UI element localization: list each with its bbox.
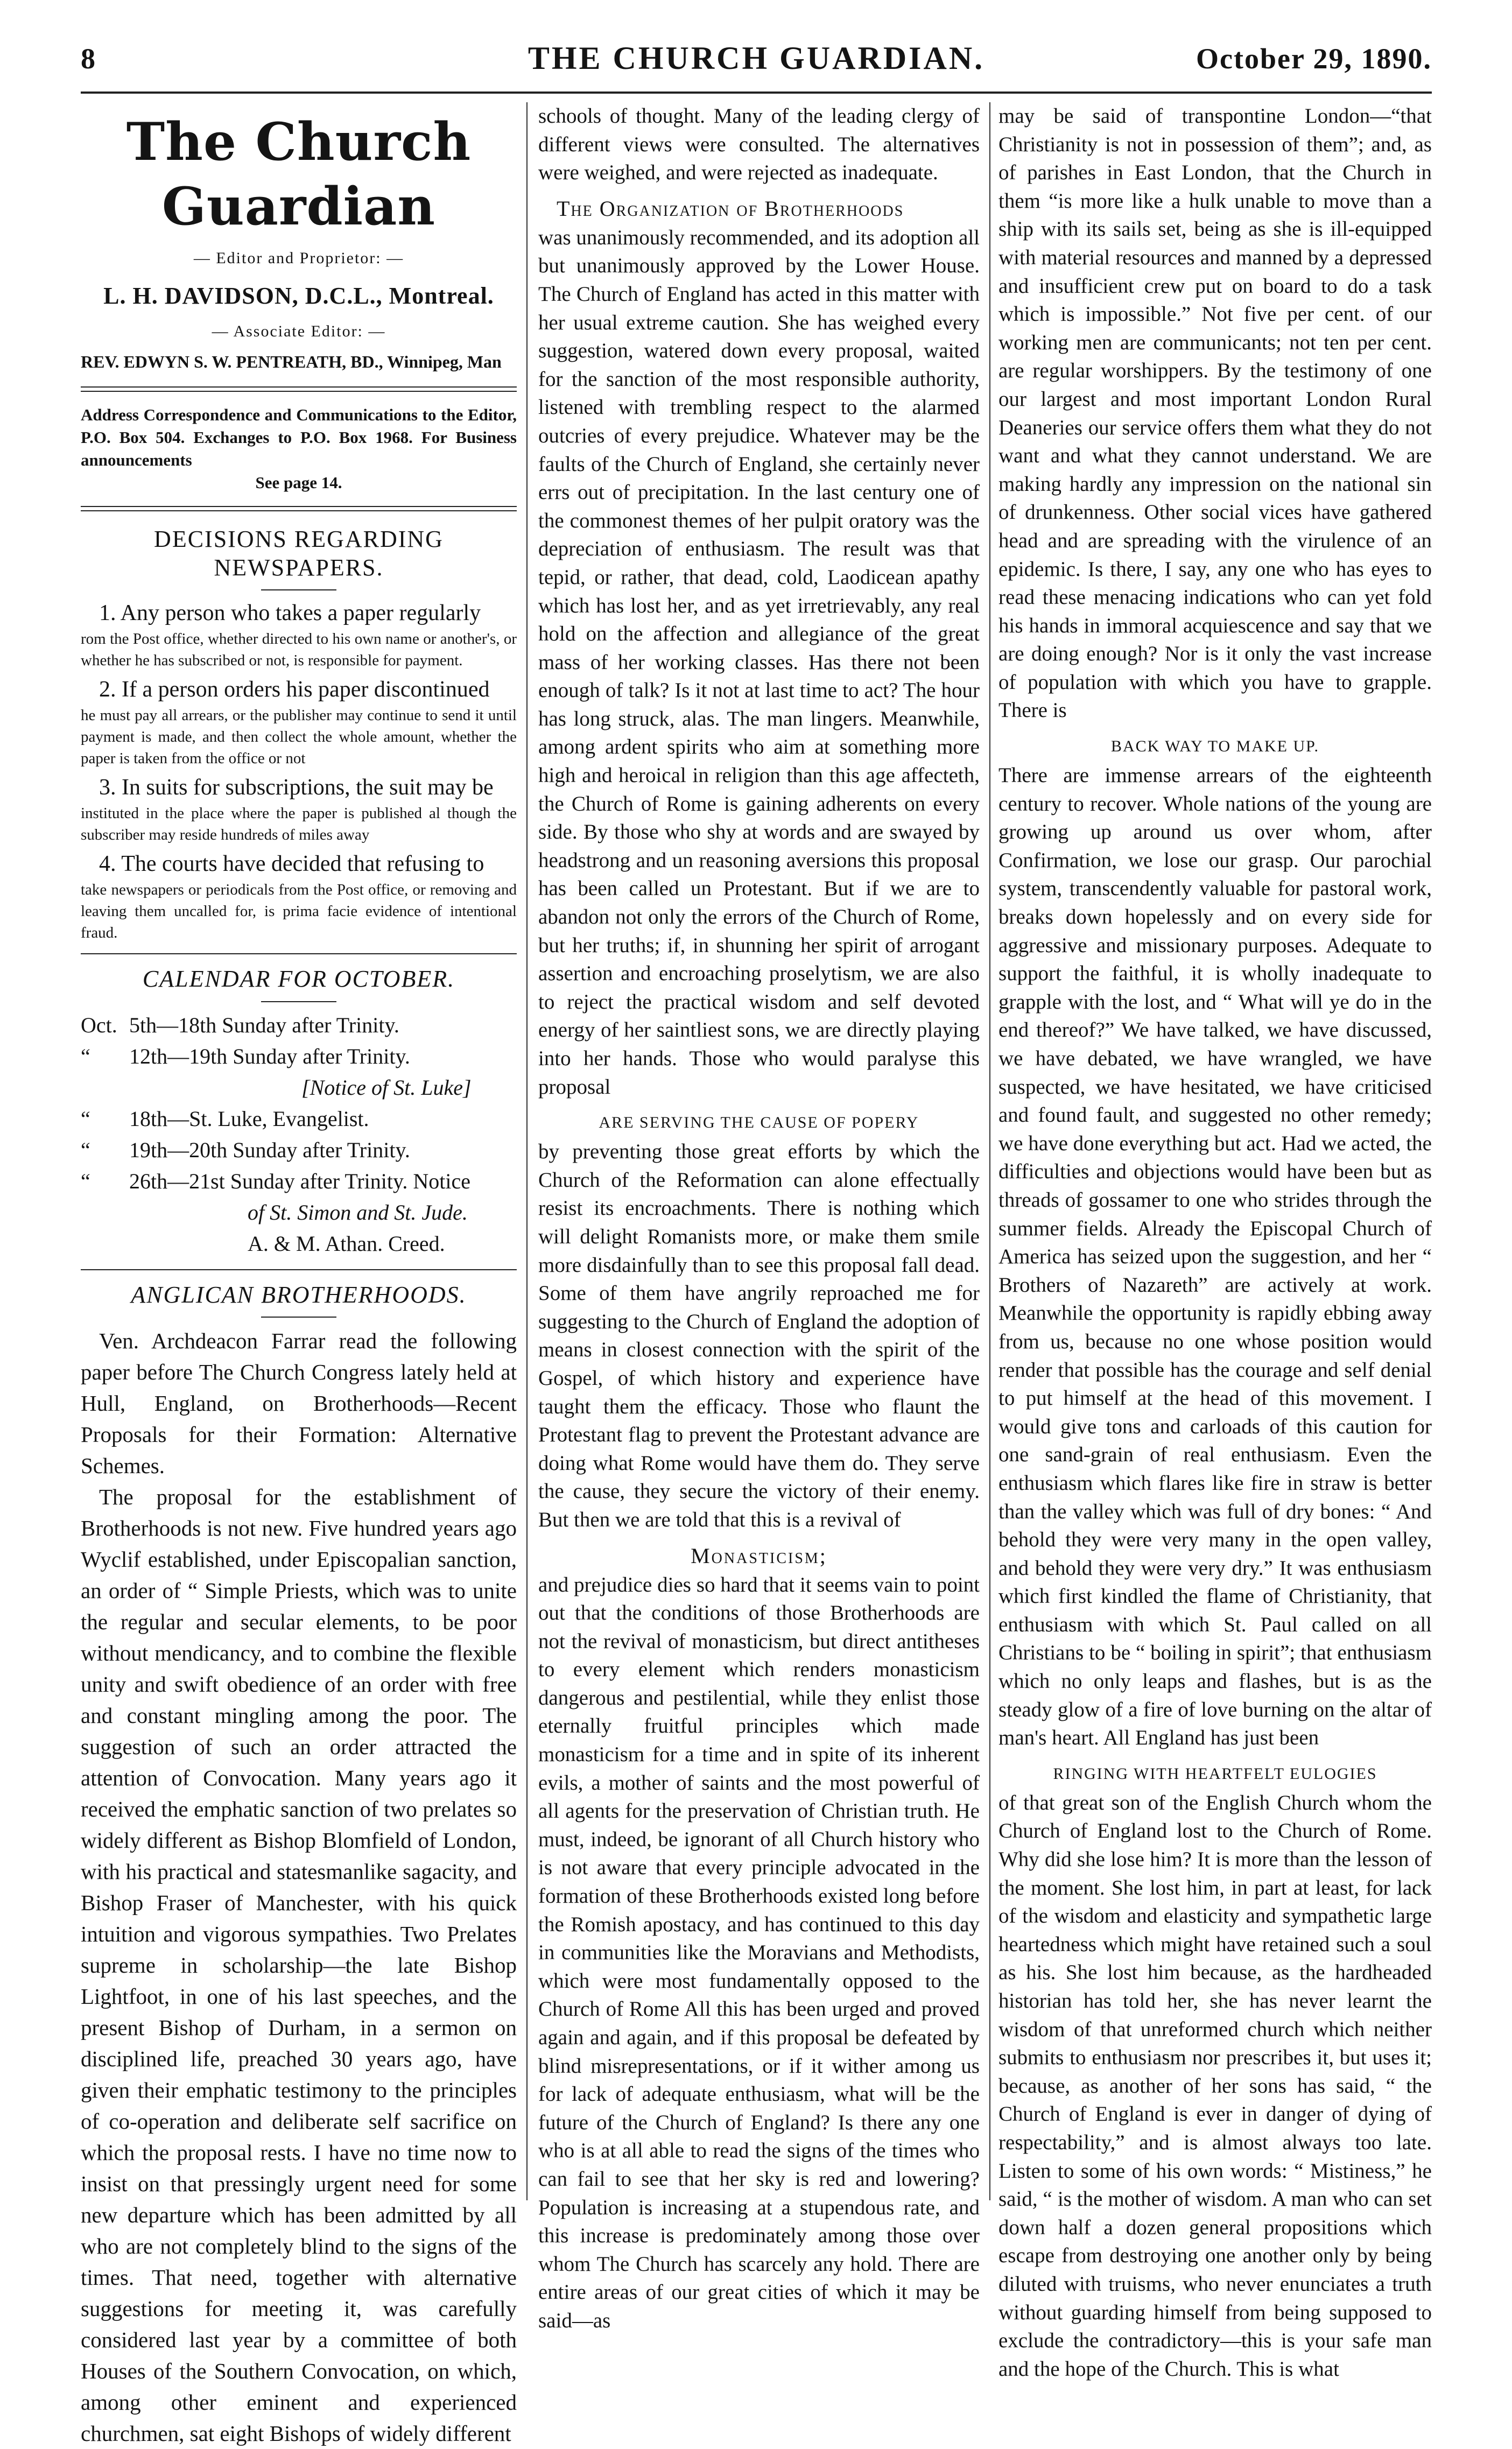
page-number: 8 [81,43,95,75]
calendar-entry: 5th—18th Sunday after Trinity. [129,1012,399,1037]
calendar-row [81,1197,517,1228]
see-page-note: See page 14. [255,473,342,492]
decision-text: he must pay all arrears, or the publisher may continue to send it until payment is made, and then collect the whole amount, whether the paper is taken from the office or not [81,707,517,768]
address-text: Address Correspondence and Communications to the Editor, P.O. Box 504. Exchanges to P.O. Box 1968. For Business announcements [81,405,517,469]
calendar-key: “ [81,1169,90,1193]
article-paragraph: There are immense arrears of the eighteenth century to recover. Whole nations of the young are growing up around us over whom, after Confirmation, we lose our grasp. Our parochial system, transcendently valuable for pastoral work, breaks down hopelessly and on every side for aggressive and missionary purposes. Adequate to support the faithful, it is wholly inadequate to grapple with the lost, and “ What will ye do in the end thereof?” We have talked, we have discussed, we have debated, we have wrangled, we have suspected, we have hesitated, we have criticised and found fault, and suggested no other remedy; we have done everything but act. Had we acted, the difficulties and objections would have been but as threads of gossamer to one who strides through the summer fields. Already the Episcopal Church of America has seized upon the suggestion, and her “ Brothers of Nazareth” are actively at work. Meanwhile the opportunity is rapidly ebbing away from us, because no one whose position would render that possible has the courage and self denial to put himself at the head of this movement. I would give tons and carloads of this caution for one sand-grain of real enthusiasm. Even the enthusiasm which flares like fire in straw is better than the valley which was full of dry bones: “ And behold they were very many in the open valley, and behold they were very dry.” It was enthusiasm which first kindled the flame of Christianity, that enthusiasm with which St. Paul called on all Christians to be “ boiling in spirit”; that enthusiasm which no only leaps and flashes, but is as the steady glow of a fire of love burning on the altar of man's heart. All England has just been [998,764,1432,1750]
article-subhead: Monasticism; [691,1543,827,1568]
article-paragraph: schools of thought. Many of the leading clergy of different views were consulted. The alternatives were weighed, and were rejected as inadequate. [538,104,980,185]
calendar-entry: A. & M. Athan. Creed. [248,1231,445,1256]
calendar-row [81,1010,517,1041]
calendar-list [81,1010,517,1259]
article-paragraph: and prejudice dies so hard that it seems vain to point out that the conditions of those Brotherhoods are not the revival of monasticism, but direct antitheses to every element which renders monasticism dangerous and pestilential, while they enlist those eternally fruitful principles which made monasticism for a time and in spite of its inherent evils, a mother of saints and the most powerful of all agents for the preservation of Christian truth. He must, indeed, be ignorant of all Church history who is not aware that every principle advocated in the formation of these Brotherhoods existed long before the Romish apostacy, and has continued to this day in communities like the Moravians and Methodists, which were most fundamentally opposed to the Church of Rome All this has been urged and proved again and again, and if this proposal be defeated by blind misrepresentations, or if it wither among us for lack of adequate enthusiasm, what will be the future of the Church of England? Is there any one who is at all able to read the signs of the times who can fail to see that her sky is red and lowering? Population is increasing at a stupendous rate, and this increase is predominately among those over whom The Church has scarcely any hold. There are entire areas of our great cities of which it may be said—as [538,1573,980,2332]
calendar-row [81,1166,517,1197]
issue-date: October 29, 1890. [1196,43,1432,75]
decision-text: instituted in the place where the paper is published al though the subscriber may reside hundreds of miles away [81,805,517,844]
short-rule [261,1317,336,1318]
decisions-heading: DECISIONS REGARDING NEWSPAPERS. [154,526,444,581]
article-subhead: BACK WAY TO MAKE UP. [1110,737,1320,756]
article-body-col1 [81,1325,517,2449]
calendar-key [81,1072,129,1103]
article-subhead: ARE SERVING THE CAUSE OF POPERY [599,1114,919,1132]
column-rule-2 [989,102,990,2200]
associate-editor-name: REV. EDWYN S. W. PENTREATH, BD., Winnipeg, Man [81,352,502,371]
address-notice [81,404,517,494]
article-paragraph: of that great son of the English Church whom the Church of England lost to the Church of Rome. Why did she lose him? It is more than the lesson of the moment. She lost him, in part at least, for lack of the wisdom and elasticity and sympathetic large heartedness which might have retained such a soul as his. She lost him because, as the hardheaded historian has told her, she has never learnt the wisdom of that unreformed church which neither submits to enthusiasm nor prescribes it, but uses it; because, as another of her sons has said, “ the Church of England is ever in danger of dying of respectability,” and is almost always too late. Listen to some of his own words: “ Mistiness,” he said, “ is the mother of wisdom. A man who can set down half a dozen general propositions which escape from destroying one another only by being diluted with truisms, who never enunciates a truth without guarding himself from being supposed to exclude the contradictory—this is your safe man and the hope of the Church. This is what [998,1791,1432,2381]
column-3 [998,102,1432,2381]
decision-lead: 2. If a person orders his paper discontinued [99,677,490,702]
divider [81,506,517,511]
decision-item [81,598,517,671]
article-subhead: The Organization of Brotherhoods [557,196,904,221]
calendar-key: “ [81,1044,90,1068]
article-paragraph: Ven. Archdeacon Farrar read the following paper before The Church Congress lately held at Hull, England, on Brotherhoods—Recent Proposals for their Formation: Alternative Schemes. [81,1328,517,1479]
decision-text: rom the Post office, whether directed to his own name or another's, or whether he has subscribed or not, is responsible for payment. [81,630,517,670]
short-rule [261,589,336,590]
article-paragraph: was unanimously recommended, and its adoption all but unanimously approved by the Lower House. The Church of England has acted in this matter with her usual extreme caution. She has weighed every suggestion, watered down every proposal, waited for the sanction of the most responsible authority, listened with trembling respect to the alarmed outcries of every prejudice. Whatever may be the faults of the Church of England, she certainly never errs out of precipitation. In the last century one of the commonest themes of her pulpit oratory was the depreciation of enthusiasm. The result was that tepid, or rather, that dead, cold, Laodicean apathy which has lost her, and as yet irretrievably, any real hold on the affection and allegiance of the great mass of her working classes. Has there not been enough of talk? Is it not at last time to act? The hour has long struck, alas. The man lingers. Meanwhile, among ardent spirits who aim at something more high and heroical in religion than this age affecteth, the Church of Rome is gaining adherents on every side. By those who shy at words and are swayed by headstrong and un reasoning aversions this proposal has been called un Protestant. But if we are to abandon not only the errors of the Church of Rome, but her truths; if, in shunning her spirit of arrogant assertion and encroaching proselytism, we are also to reject the practical wisdom and self devoted energy of her saintliest sons, we are directly playing into her hands. Those who would paralyse this proposal [538,226,980,1099]
calendar-row [81,1072,517,1103]
running-header [81,32,1432,94]
divider [81,386,517,392]
calendar-entry: 26th—21st Sunday after Trinity. Notice [129,1169,471,1193]
calendar-key: “ [81,1106,90,1131]
article-paragraph: The proposal for the establishment of Brotherhoods is not new. Five hundred years ago Wyclif established, under Episcopalian sanction, an order of “ Simple Priests, which was to unite the regular and secular elements, to be poor without mendicancy, and to combine the flexible unity and swift obedience of an order with free and constant mingling among the poor. The suggestion of such an order attracted the attention of Convocation. Many years ago it received the emphatic sanction of two prelates so widely different as Bishop Blomfield of London, with his practical and statesmanlike sagacity, and Bishop Fraser of Manchester, with his quick intuition and vigorous sympathies. Two Prelates supreme in scholarship—the late Bishop Lightfoot, in one of his last speeches, and the present Bishop of Durham, in a sermon on disciplined life, preached 30 years ago, have given their emphatic testimony to the principles of co-operation and deliberate self sacrifice on which the proposal rests. I have no time now to insist on that pressingly urgent need for some new departure which has been admitted by all who are not completely blind to the signs of the times. That need, together with alternative suggestions for meeting it, was carefully considered last year by a committee of both Houses of the Southern Convocation, on which, among other eminent and experienced churchmen, sat eight Bishops of widely different [81,1484,517,2446]
decision-item [81,674,517,769]
article-heading: ANGLICAN BROTHERHOODS. [131,1281,467,1308]
column-1 [81,102,517,2446]
calendar-row [81,1103,517,1135]
calendar-entry: 12th—19th Sunday after Trinity. [129,1044,410,1068]
associate-editor-label: — Associate Editor: — [212,322,386,340]
calendar-row [81,1041,517,1072]
calendar-key [81,1197,129,1228]
article-paragraph: may be said of transpontine London—“that Christianity is not in possession of them”; and, as of parishes in East London, that the Church in them “is more like a hulk unable to move than a ship with its sails set, being as she is ill-equipped with material resources and manned by a depressed and insufficient crew put on board to do a task which is impossible.” Not five per cent. of our working men are communicants; not ten per cent. are regular worshippers. By the testimony of one our largest and most important London Rural Deaneries our service offers them what they do not want and what they cannot understand. We are making hardly any impression on the national sin of drunkenness. Other social vices have gathered head and are spreading with the virulence of an epidemic. Is there, I say, any one who has eyes to read these menacing indications who can yet fold his hands in immoral acquiescence and say that we are doing enough? Nor is it only the vast increase of population with which you have to grapple. There is [998,104,1432,722]
calendar-key [81,1228,129,1259]
calendar-entry: 18th—St. Luke, Evangelist. [129,1106,369,1131]
calendar-heading: CALENDAR FOR OCTOBER. [142,966,455,993]
calendar-entry: [Notice of St. Luke] [301,1075,472,1100]
decision-lead: 4. The courts have decided that refusing to [99,851,484,877]
decision-lead: 3. In suits for subscriptions, the suit may be [99,775,494,800]
calendar-entry: 19th—20th Sunday after Trinity. [129,1137,410,1162]
calendar-row [81,1135,517,1166]
editor-name: L. H. DAVIDSON, D.C.L., Montreal. [103,283,494,309]
divider [81,953,517,954]
masthead-title: The Church Guardian [126,111,472,237]
divider [81,1269,517,1270]
short-rule [261,1001,336,1002]
decision-text: take newspapers or periodicals from the Post office, or removing and leaving them uncalled for, is prima facie evidence of intentional fraud. [81,881,517,942]
calendar-entry: of St. Simon and St. Jude. [248,1200,468,1224]
article-subhead: RINGING WITH HEARTFELT EULOGIES [1053,1764,1377,1783]
column-rule-1 [526,102,528,2200]
decision-lead: 1. Any person who takes a paper regularly [99,601,481,626]
calendar-row [81,1228,517,1259]
column-2 [538,102,980,2332]
editor-label: — Editor and Proprietor: — [193,249,404,267]
article-paragraph: by preventing those great efforts by which the Church of the Reformation can alone effectually resist its encroachments. There is nothing which will delight Romanists more, or make them smile more disdainfully than to see this proposal fall dead. Some of them have angrily reproached me for suggesting to the Church of England the adoption of means in closest connection with the spirit of the Gospel, of which history and experience have taught them the efficacy. Those who flaunt the Protestant flag to prevent the Protestant advance are doing what Rome would have them do. They serve the cause, they secure the victory of their enemy. But then we are told that this is a revival of [538,1140,980,1531]
publication-title: THE CHURCH GUARDIAN. [528,40,985,76]
calendar-key: Oct. [81,1012,117,1037]
decision-item [81,772,517,846]
calendar-key: “ [81,1137,90,1162]
decision-item [81,849,517,944]
